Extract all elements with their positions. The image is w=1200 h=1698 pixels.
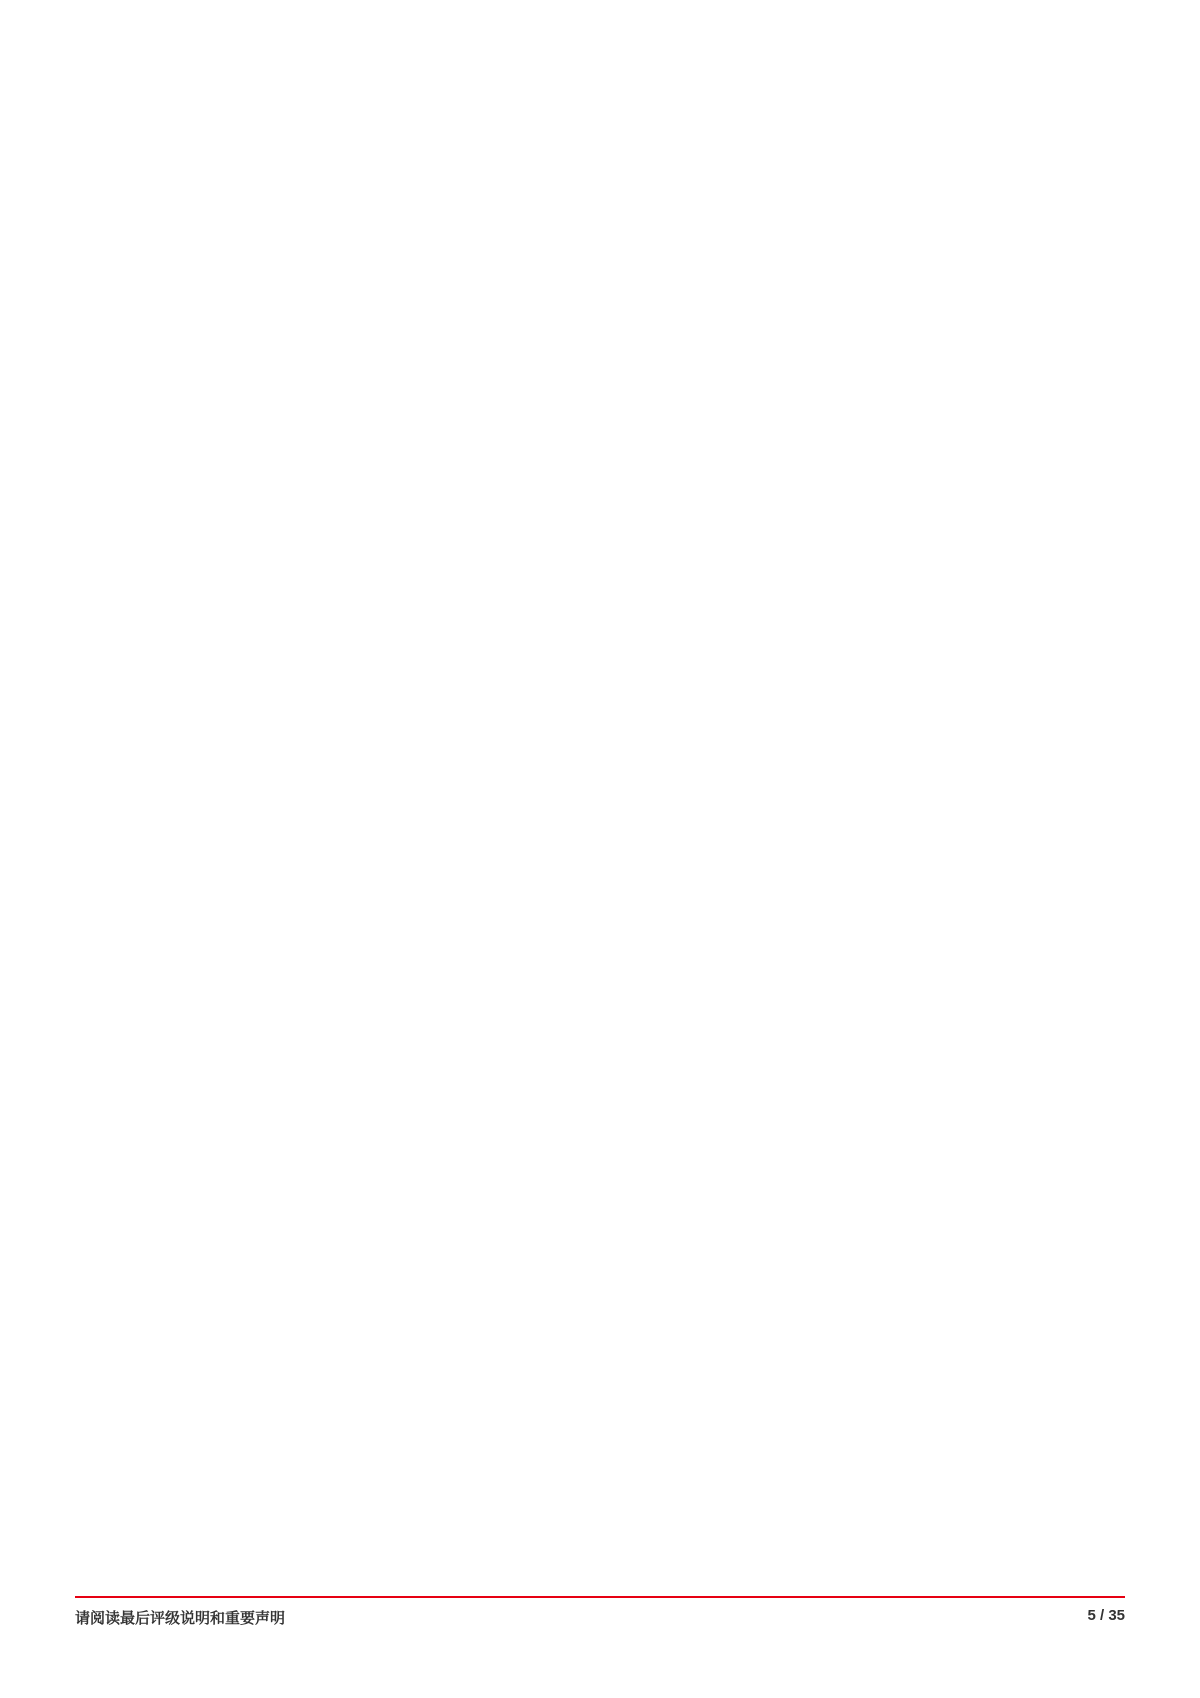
page-indicator: 5 / 35	[1087, 1607, 1125, 1624]
page-footer	[75, 1596, 1125, 1628]
toc-table-entry[interactable]	[75, 1419, 1125, 1443]
toc-tables-list	[75, 1047, 1125, 1443]
footer-rule	[75, 1596, 1125, 1598]
table-of-contents	[75, 190, 1125, 1450]
footer-disclaimer: 请阅读最后评级说明和重要声明	[75, 1610, 286, 1627]
